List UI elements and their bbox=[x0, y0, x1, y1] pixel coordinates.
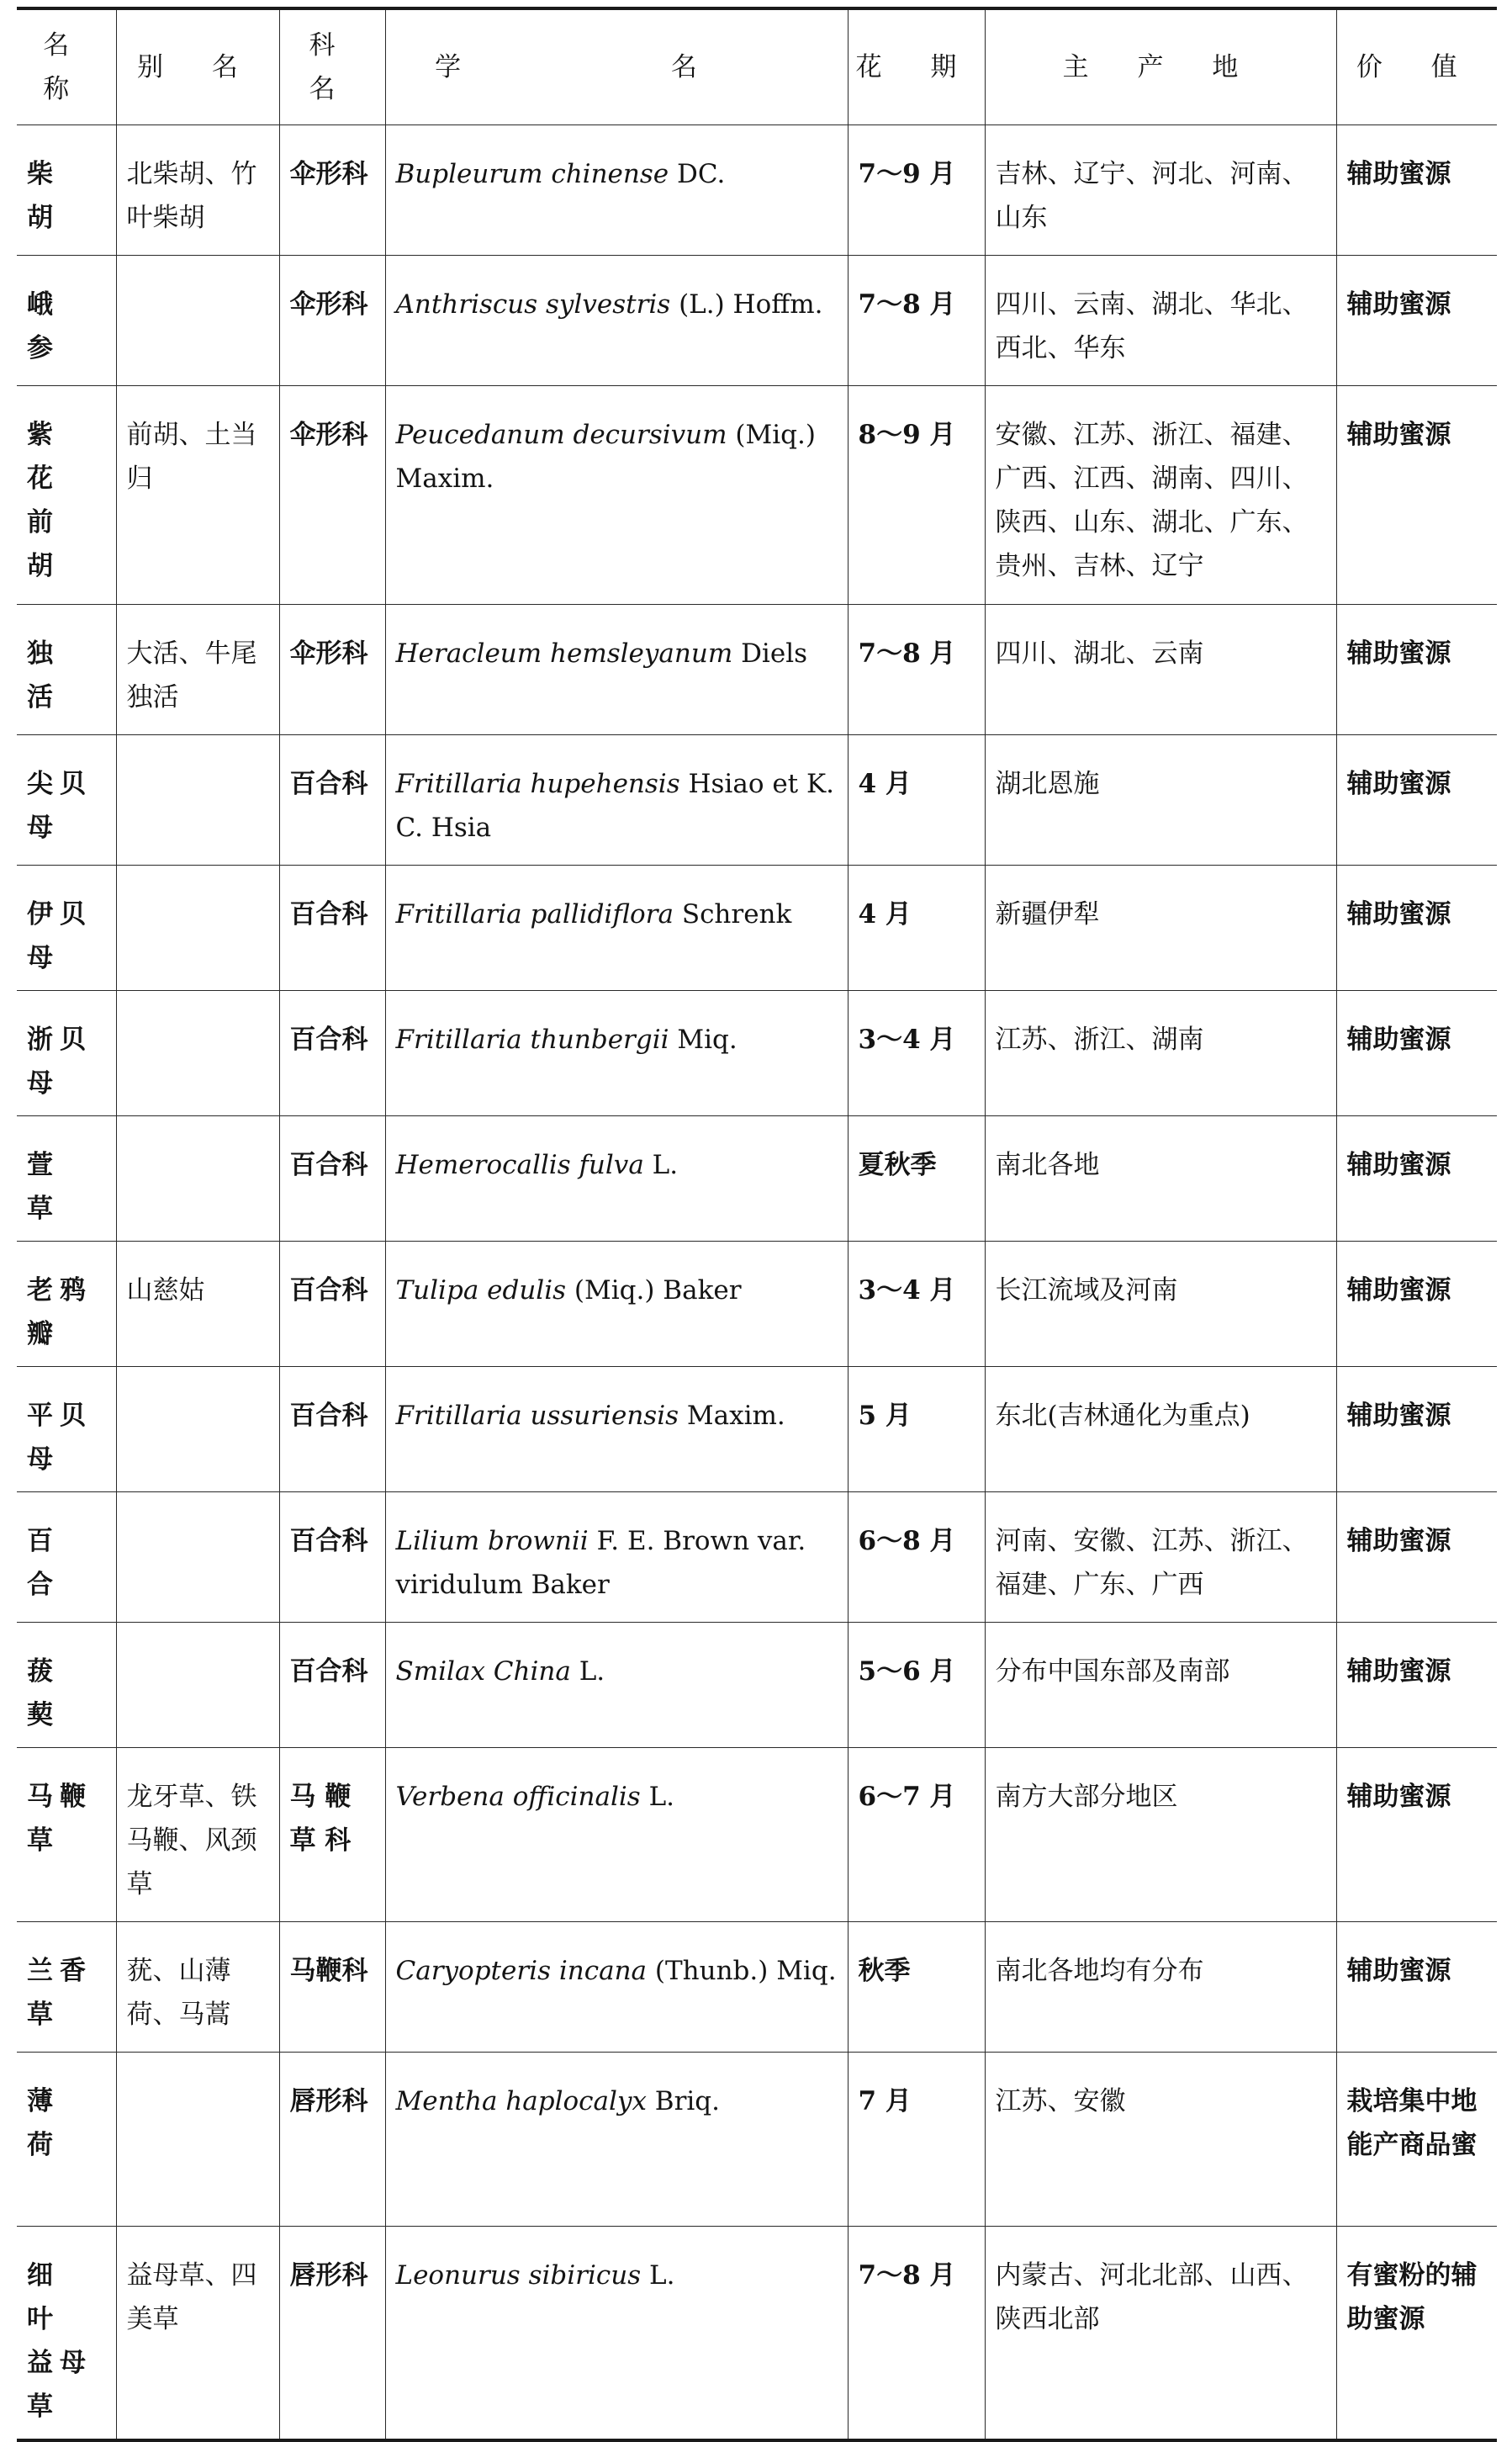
plant-alias bbox=[116, 866, 279, 991]
plant-family: 百合科 bbox=[279, 866, 385, 991]
plant-name: 独 活 bbox=[17, 605, 116, 735]
scientific-name bbox=[385, 256, 848, 386]
scientific-authority: L. bbox=[652, 1150, 679, 1180]
nectar-plants-table bbox=[17, 7, 1497, 2442]
plant-name: 兰香草 bbox=[17, 1922, 116, 2053]
scientific-name bbox=[385, 1367, 848, 1492]
scientific-binomial: Mentha haplocalyx bbox=[395, 2086, 647, 2116]
production-region: 新疆伊犁 bbox=[985, 866, 1336, 991]
honey-value: 辅助蜜源 bbox=[1336, 1492, 1497, 1623]
honey-value: 辅助蜜源 bbox=[1336, 1623, 1497, 1748]
honey-value: 有蜜粉的辅助蜜源 bbox=[1336, 2227, 1497, 2441]
production-region: 南北各地均有分布 bbox=[985, 1922, 1336, 2053]
scientific-binomial: Fritillaria pallidiflora bbox=[395, 899, 674, 930]
scientific-binomial: Fritillaria hupehensis bbox=[395, 769, 680, 799]
plant-alias: 前胡、土当归 bbox=[116, 386, 279, 605]
plant-name: 薄 荷 bbox=[17, 2053, 116, 2227]
scientific-name bbox=[385, 1623, 848, 1748]
scientific-name bbox=[385, 866, 848, 991]
plant-family: 百合科 bbox=[279, 1492, 385, 1623]
flowering-period: 秋季 bbox=[848, 1922, 985, 2053]
plant-alias: 山慈姑 bbox=[116, 1242, 279, 1367]
scientific-authority: Miq. bbox=[677, 1025, 737, 1055]
scientific-binomial: Lilium brownii bbox=[395, 1526, 589, 1556]
production-region: 吉林、辽宁、河北、河南、山东 bbox=[985, 125, 1336, 256]
plant-alias bbox=[116, 256, 279, 386]
flowering-period: 4 月 bbox=[848, 866, 985, 991]
plant-name: 菝 葜 bbox=[17, 1623, 116, 1748]
honey-value: 辅助蜜源 bbox=[1336, 125, 1497, 256]
header-row bbox=[17, 8, 1497, 125]
scientific-name bbox=[385, 125, 848, 256]
honey-value: 辅助蜜源 bbox=[1336, 605, 1497, 735]
plant-name: 伊贝母 bbox=[17, 866, 116, 991]
plant-alias: 龙牙草、铁马鞭、风颈草 bbox=[116, 1748, 279, 1922]
scientific-binomial: Anthriscus sylvestris bbox=[395, 289, 671, 320]
plant-name: 平贝母 bbox=[17, 1367, 116, 1492]
production-region: 江苏、浙江、湖南 bbox=[985, 991, 1336, 1116]
scientific-authority: (Miq.) Baker bbox=[574, 1275, 742, 1306]
plant-alias bbox=[116, 991, 279, 1116]
scientific-binomial: Heracleum hemsleyanum bbox=[395, 638, 733, 669]
honey-value: 辅助蜜源 bbox=[1336, 1922, 1497, 2053]
flowering-period: 5 月 bbox=[848, 1367, 985, 1492]
header-name: 名 称 bbox=[17, 8, 116, 125]
scientific-authority: Diels bbox=[741, 638, 808, 669]
scientific-name bbox=[385, 1242, 848, 1367]
flowering-period: 7～8 月 bbox=[848, 605, 985, 735]
plant-name: 浙贝母 bbox=[17, 991, 116, 1116]
table-row bbox=[17, 2053, 1497, 2227]
table-row bbox=[17, 256, 1497, 386]
honey-value: 辅助蜜源 bbox=[1336, 1116, 1497, 1242]
plant-family: 唇形科 bbox=[279, 2053, 385, 2227]
plant-alias bbox=[116, 1623, 279, 1748]
plant-alias: 益母草、四美草 bbox=[116, 2227, 279, 2441]
plant-family: 百合科 bbox=[279, 1367, 385, 1492]
scientific-authority: L. bbox=[579, 1656, 605, 1687]
plant-alias bbox=[116, 1492, 279, 1623]
production-region: 东北(吉林通化为重点) bbox=[985, 1367, 1336, 1492]
scientific-binomial: Hemerocallis fulva bbox=[395, 1150, 644, 1180]
plant-family: 马鞭科 bbox=[279, 1922, 385, 2053]
flowering-period: 7～8 月 bbox=[848, 2227, 985, 2441]
flowering-period: 6～7 月 bbox=[848, 1748, 985, 1922]
flowering-period: 6～8 月 bbox=[848, 1492, 985, 1623]
production-region: 四川、湖北、云南 bbox=[985, 605, 1336, 735]
scientific-name bbox=[385, 991, 848, 1116]
plant-name: 细 叶 益母草 bbox=[17, 2227, 116, 2441]
plant-name: 马鞭草 bbox=[17, 1748, 116, 1922]
table-row bbox=[17, 1116, 1497, 1242]
flowering-period: 5～6 月 bbox=[848, 1623, 985, 1748]
plant-alias: 北柴胡、竹叶柴胡 bbox=[116, 125, 279, 256]
plant-name: 老鸦瓣 bbox=[17, 1242, 116, 1367]
honey-value: 辅助蜜源 bbox=[1336, 1748, 1497, 1922]
production-region: 江苏、安徽 bbox=[985, 2053, 1336, 2227]
scientific-authority: (Miq.) Maxim. bbox=[395, 420, 816, 494]
scientific-binomial: Leonurus sibiricus bbox=[395, 2260, 642, 2291]
plant-name: 百 合 bbox=[17, 1492, 116, 1623]
table-row bbox=[17, 1492, 1497, 1623]
plant-family: 马 鞭 草 科 bbox=[279, 1748, 385, 1922]
table-row bbox=[17, 1367, 1497, 1492]
document-page bbox=[17, 7, 1497, 2442]
header-region: 主 产 地 bbox=[985, 8, 1336, 125]
table-row bbox=[17, 991, 1497, 1116]
production-region: 长江流域及河南 bbox=[985, 1242, 1336, 1367]
production-region: 内蒙古、河北北部、山西、陕西北部 bbox=[985, 2227, 1336, 2441]
plant-alias bbox=[116, 1116, 279, 1242]
scientific-authority: Schrenk bbox=[681, 899, 792, 930]
table-row bbox=[17, 605, 1497, 735]
flowering-period: 4 月 bbox=[848, 735, 985, 866]
scientific-authority: F. E. Brown var. viridulum Baker bbox=[395, 1526, 806, 1600]
plant-alias bbox=[116, 735, 279, 866]
production-region: 安徽、江苏、浙江、福建、广西、江西、湖南、四川、陕西、山东、湖北、广东、贵州、吉林、辽宁 bbox=[985, 386, 1336, 605]
flowering-period: 7～8 月 bbox=[848, 256, 985, 386]
table-row bbox=[17, 125, 1497, 256]
plant-name: 紫 花 前 胡 bbox=[17, 386, 116, 605]
plant-family: 伞形科 bbox=[279, 256, 385, 386]
flowering-period: 3～4 月 bbox=[848, 991, 985, 1116]
scientific-binomial: Caryopteris incana bbox=[395, 1956, 648, 1986]
plant-family: 百合科 bbox=[279, 735, 385, 866]
scientific-name bbox=[385, 1492, 848, 1623]
scientific-binomial: Fritillaria thunbergii bbox=[395, 1025, 669, 1055]
plant-alias: 莸、山薄荷、马蒿 bbox=[116, 1922, 279, 2053]
scientific-authority: L. bbox=[648, 1782, 675, 1812]
plant-name: 峨 参 bbox=[17, 256, 116, 386]
header-period: 花 期 bbox=[848, 8, 985, 125]
production-region: 南北各地 bbox=[985, 1116, 1336, 1242]
scientific-name bbox=[385, 2227, 848, 2441]
scientific-binomial: Verbena officinalis bbox=[395, 1782, 641, 1812]
honey-value: 辅助蜜源 bbox=[1336, 735, 1497, 866]
flowering-period: 夏秋季 bbox=[848, 1116, 985, 1242]
plant-family: 伞形科 bbox=[279, 386, 385, 605]
scientific-binomial: Tulipa edulis bbox=[395, 1275, 567, 1306]
table-row bbox=[17, 1623, 1497, 1748]
scientific-name bbox=[385, 1748, 848, 1922]
plant-alias bbox=[116, 2053, 279, 2227]
production-region: 南方大部分地区 bbox=[985, 1748, 1336, 1922]
plant-name: 柴 胡 bbox=[17, 125, 116, 256]
plant-family: 百合科 bbox=[279, 1242, 385, 1367]
header-family: 科 名 bbox=[279, 8, 385, 125]
scientific-name bbox=[385, 1922, 848, 2053]
header-value: 价 值 bbox=[1336, 8, 1497, 125]
honey-value: 辅助蜜源 bbox=[1336, 386, 1497, 605]
table-row bbox=[17, 2227, 1497, 2441]
table-row bbox=[17, 1748, 1497, 1922]
scientific-authority: (Thunb.) Miq. bbox=[654, 1956, 837, 1986]
header-scientific: 学 名 bbox=[385, 8, 848, 125]
scientific-binomial: Fritillaria ussuriensis bbox=[395, 1401, 679, 1431]
flowering-period: 7 月 bbox=[848, 2053, 985, 2227]
honey-value: 辅助蜜源 bbox=[1336, 1367, 1497, 1492]
flowering-period: 8～9 月 bbox=[848, 386, 985, 605]
honey-value: 辅助蜜源 bbox=[1336, 256, 1497, 386]
honey-value: 辅助蜜源 bbox=[1336, 1242, 1497, 1367]
scientific-name bbox=[385, 735, 848, 866]
production-region: 湖北恩施 bbox=[985, 735, 1336, 866]
table-row bbox=[17, 1922, 1497, 2053]
honey-value: 栽培集中地能产商品蜜 bbox=[1336, 2053, 1497, 2227]
header-alias: 别 名 bbox=[116, 8, 279, 125]
scientific-name bbox=[385, 2053, 848, 2227]
scientific-authority: Maxim. bbox=[686, 1401, 785, 1431]
scientific-authority: Briq. bbox=[654, 2086, 721, 2116]
table-row bbox=[17, 386, 1497, 605]
production-region: 河南、安徽、江苏、浙江、福建、广东、广西 bbox=[985, 1492, 1336, 1623]
plant-family: 唇形科 bbox=[279, 2227, 385, 2441]
flowering-period: 3～4 月 bbox=[848, 1242, 985, 1367]
plant-family: 百合科 bbox=[279, 1623, 385, 1748]
scientific-binomial: Smilax China bbox=[395, 1656, 571, 1687]
scientific-authority: (L.) Hoffm. bbox=[679, 289, 823, 320]
scientific-authority: DC. bbox=[676, 159, 726, 189]
scientific-name bbox=[385, 605, 848, 735]
table-row bbox=[17, 866, 1497, 991]
plant-family: 伞形科 bbox=[279, 125, 385, 256]
plant-family: 百合科 bbox=[279, 991, 385, 1116]
scientific-authority: L. bbox=[648, 2260, 675, 2291]
plant-name: 尖贝母 bbox=[17, 735, 116, 866]
plant-family: 伞形科 bbox=[279, 605, 385, 735]
scientific-name bbox=[385, 1116, 848, 1242]
plant-family: 百合科 bbox=[279, 1116, 385, 1242]
plant-alias: 大活、牛尾独活 bbox=[116, 605, 279, 735]
scientific-name bbox=[385, 386, 848, 605]
table-row bbox=[17, 1242, 1497, 1367]
honey-value: 辅助蜜源 bbox=[1336, 866, 1497, 991]
production-region: 分布中国东部及南部 bbox=[985, 1623, 1336, 1748]
table-row bbox=[17, 735, 1497, 866]
scientific-authority: Hsiao et K. C. Hsia bbox=[395, 769, 835, 843]
production-region: 四川、云南、湖北、华北、西北、华东 bbox=[985, 256, 1336, 386]
plant-name: 萱 草 bbox=[17, 1116, 116, 1242]
flowering-period: 7～9 月 bbox=[848, 125, 985, 256]
scientific-binomial: Peucedanum decursivum bbox=[395, 420, 727, 450]
scientific-binomial: Bupleurum chinense bbox=[395, 159, 669, 189]
honey-value: 辅助蜜源 bbox=[1336, 991, 1497, 1116]
plant-alias bbox=[116, 1367, 279, 1492]
